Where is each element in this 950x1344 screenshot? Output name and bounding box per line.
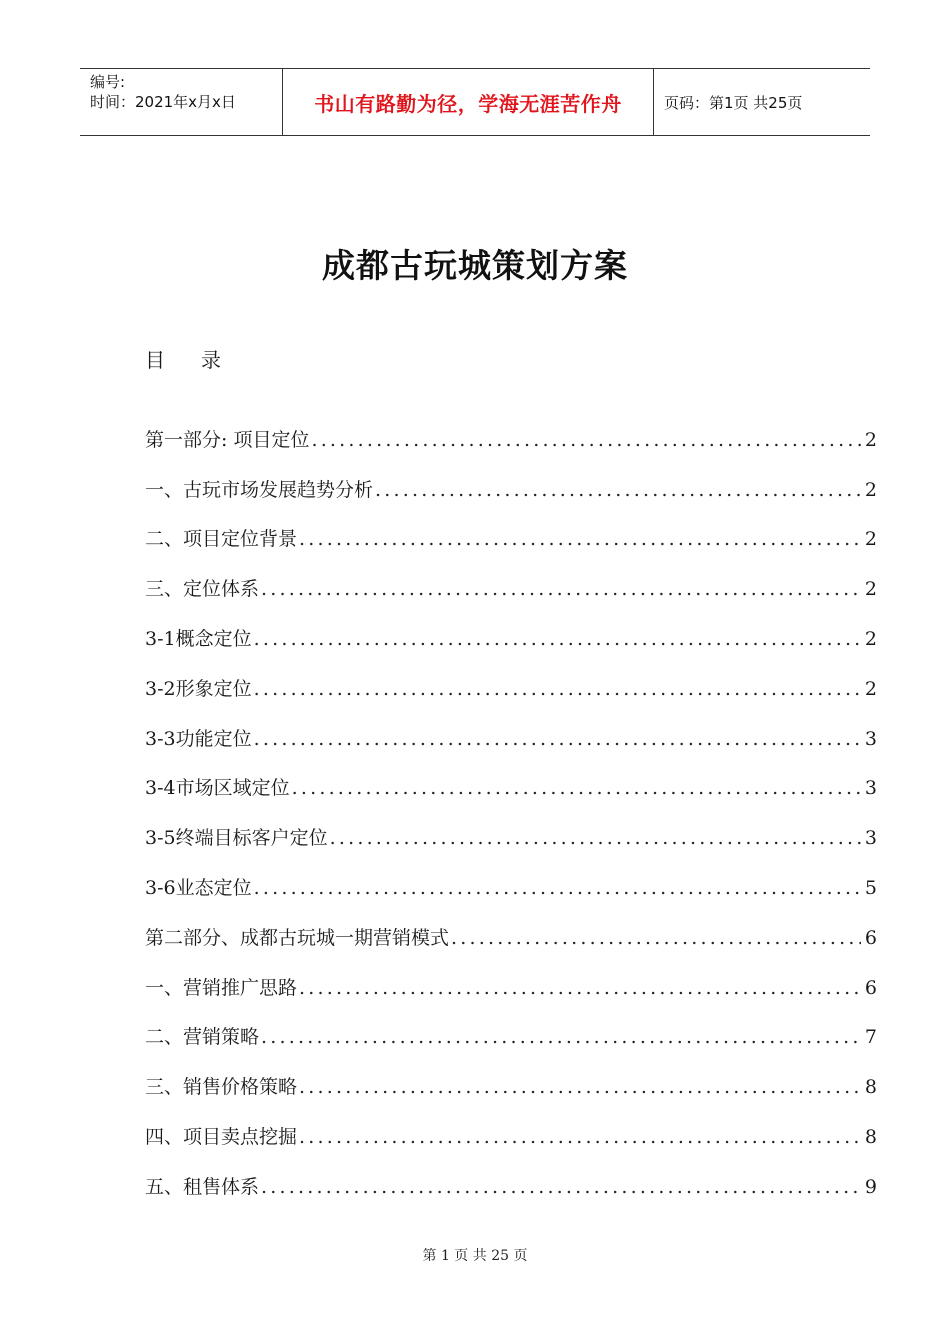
toc-dot-leader (292, 773, 861, 803)
toc-entry[interactable] (145, 953, 877, 1003)
toc-entry-label: 四、项目卖点挖掘 (145, 1125, 298, 1148)
document-title: 成都古玩城策划方案 (322, 246, 628, 285)
toc-entry-page-number: 7 (864, 1026, 877, 1049)
toc-entry-page-number: 5 (864, 876, 877, 899)
toc-dot-leader (254, 624, 861, 654)
toc-entry[interactable] (145, 405, 877, 455)
toc-entry-label: 三、定位体系 (145, 578, 260, 601)
toc-entry-label: 第二部分、成都古玩城一期营销模式 (145, 926, 450, 949)
toc-entry-page-number: 3 (864, 777, 877, 800)
toc-entry[interactable] (145, 505, 877, 555)
toc-entry-page-number: 3 (864, 727, 877, 750)
toc-dot-leader (261, 574, 861, 604)
toc-entry-label: 一、营销推广思路 (145, 976, 298, 999)
toc-entry-label: 3-4市场区域定位 (145, 777, 290, 800)
header-motto: 书山有路勤为径，学海无涯苦作舟 (282, 69, 654, 135)
toc-entry-page-number: 3 (864, 827, 877, 850)
toc-dot-leader (299, 1122, 861, 1152)
toc-entry[interactable] (145, 604, 877, 654)
toc-entry[interactable] (145, 1102, 877, 1152)
toc-entry-label: 3-5终端目标客户定位 (145, 827, 328, 850)
toc-dot-leader (451, 923, 861, 953)
toc-entry-page-number: 2 (864, 478, 877, 501)
toc-dot-leader (299, 1072, 861, 1102)
toc-dot-leader (261, 1022, 861, 1052)
document-number-label: 编号: (90, 73, 126, 91)
toc-dot-leader (254, 873, 861, 903)
toc-entry-page-number: 2 (864, 428, 877, 451)
toc-dot-leader (330, 823, 861, 853)
toc-dot-leader (254, 674, 861, 704)
toc-entry-label: 第一部分: 项目定位 (145, 428, 310, 451)
toc-entry-label: 3-3功能定位 (145, 727, 252, 750)
toc-entry-page-number: 9 (864, 1175, 877, 1198)
toc-entry[interactable] (145, 455, 877, 505)
toc-entry[interactable] (145, 1152, 877, 1202)
toc-dot-leader (299, 973, 861, 1003)
toc-entry-label: 五、租售体系 (145, 1175, 260, 1198)
toc-entry[interactable] (145, 754, 877, 804)
toc-entry[interactable] (145, 853, 877, 903)
page-header (80, 68, 870, 136)
header-page-info: 页码：第1页 共25页 (664, 93, 803, 112)
toc-entry-page-number: 8 (864, 1125, 877, 1148)
toc-entry-page-number: 2 (864, 627, 877, 650)
toc-heading-char-1: 目 (145, 348, 165, 372)
toc-entry-label: 二、项目定位背景 (145, 528, 298, 551)
toc-entry-page-number: 2 (864, 677, 877, 700)
toc-entry-page-number: 2 (864, 528, 877, 551)
toc-entry-page-number: 6 (864, 926, 877, 949)
toc-entry-label: 3-6业态定位 (145, 876, 252, 899)
toc-heading (145, 344, 221, 373)
toc-dot-leader (261, 1172, 861, 1202)
document-date: 时间：2021年x月x日 (90, 93, 236, 111)
toc-entry[interactable] (145, 803, 877, 853)
toc-dot-leader (311, 425, 860, 455)
toc-heading-char-2: 录 (201, 348, 221, 372)
toc-entry-page-number: 8 (864, 1076, 877, 1099)
header-meta (80, 69, 282, 135)
toc-entry-label: 3-1概念定位 (145, 627, 252, 650)
table-of-contents (145, 405, 877, 1202)
toc-entry[interactable] (145, 903, 877, 953)
toc-entry[interactable] (145, 1052, 877, 1102)
toc-entry[interactable] (145, 554, 877, 604)
toc-entry[interactable] (145, 1003, 877, 1053)
toc-entry-page-number: 2 (864, 578, 877, 601)
toc-dot-leader (299, 524, 861, 554)
toc-dot-leader (375, 475, 861, 505)
toc-dot-leader (254, 724, 861, 754)
toc-entry-label: 三、销售价格策略 (145, 1076, 298, 1099)
toc-entry-label: 一、古玩市场发展趋势分析 (145, 478, 374, 501)
toc-entry-page-number: 6 (864, 976, 877, 999)
toc-entry-label: 3-2形象定位 (145, 677, 252, 700)
page-footer: 第 1 页 共 25 页 (422, 1248, 528, 1264)
toc-entry[interactable] (145, 704, 877, 754)
toc-entry[interactable] (145, 654, 877, 704)
toc-entry-label: 二、营销策略 (145, 1026, 260, 1049)
